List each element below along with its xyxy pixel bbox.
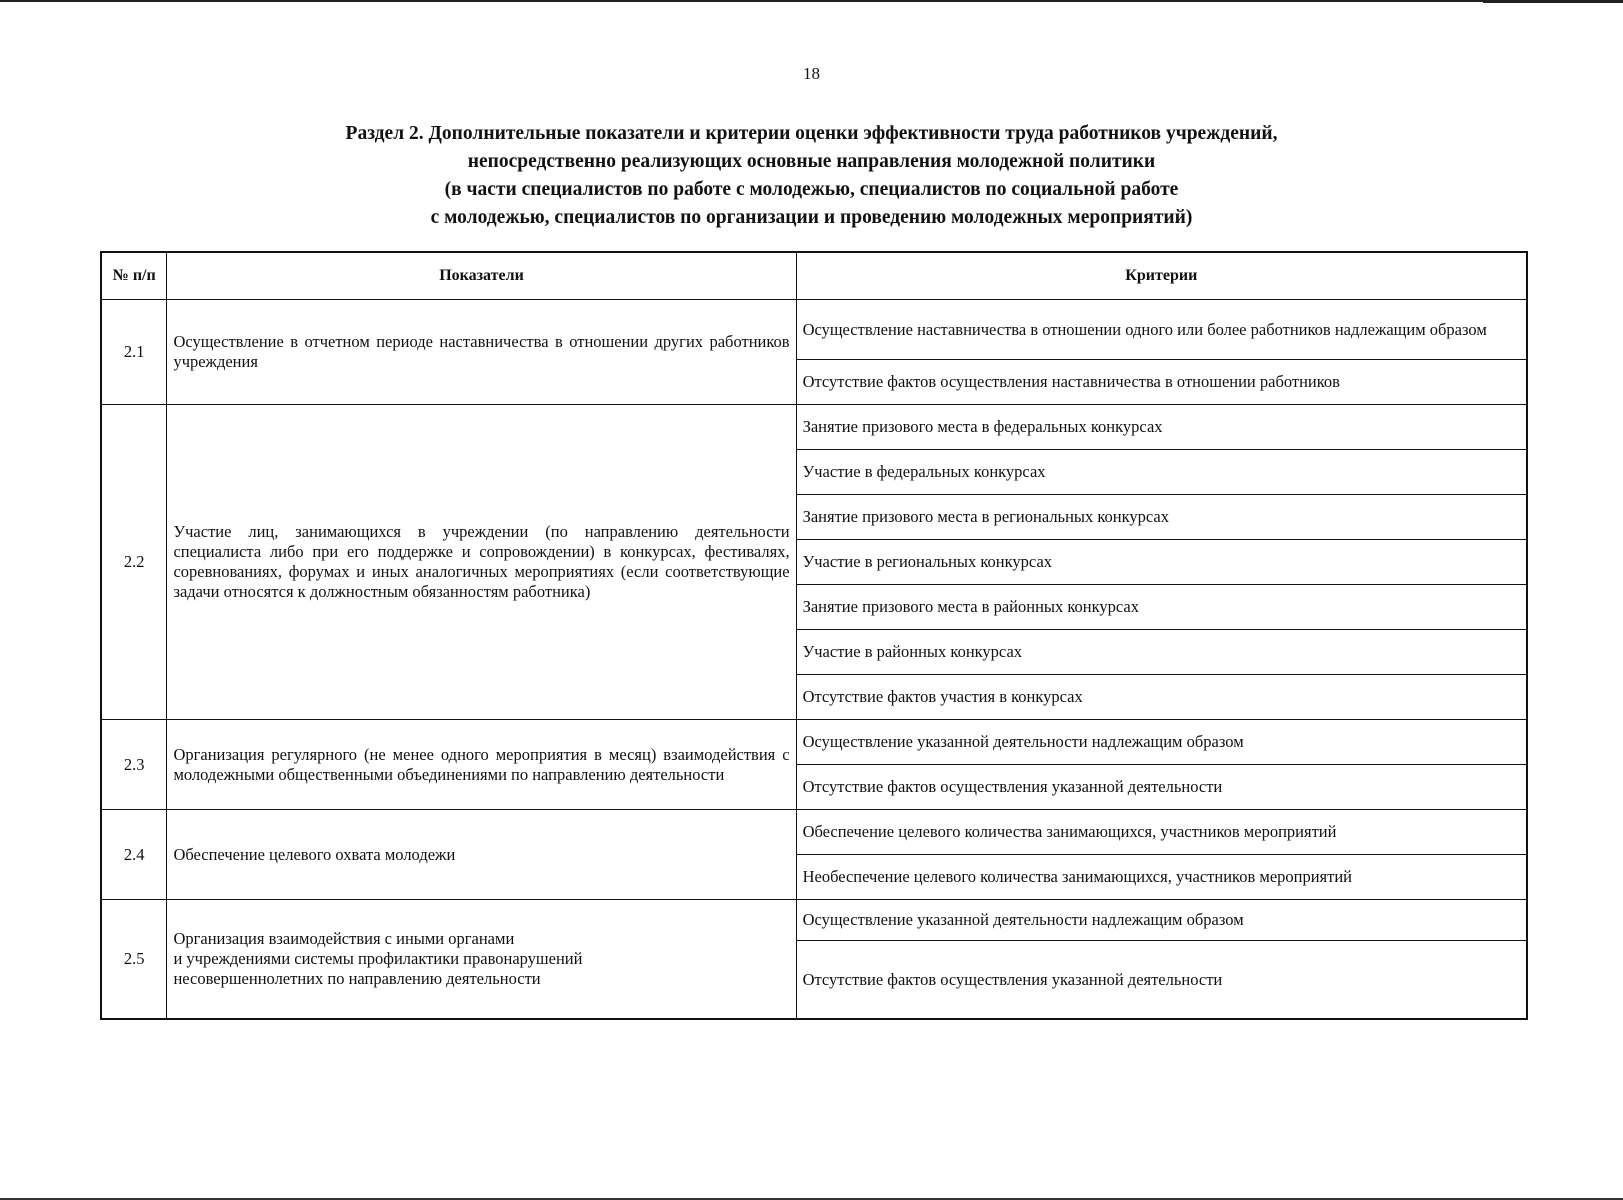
page-number: 18 bbox=[803, 64, 820, 83]
row-criterion: Занятие призового места в районных конкурсах bbox=[796, 585, 1527, 630]
row-indicator-line: и учреждениями системы профилактики правонарушений bbox=[173, 949, 583, 968]
row-criterion: Осуществление указанной деятельности надлежащим образом bbox=[796, 720, 1527, 765]
row-number: 2.5 bbox=[101, 900, 167, 1020]
row-criterion: Участие в региональных конкурсах bbox=[796, 540, 1527, 585]
scan-edge-top bbox=[0, 0, 1623, 2]
row-indicator: Осуществление в отчетном периоде наставничества в отношении других работников учреждения bbox=[167, 300, 796, 405]
row-criterion: Отсутствие фактов участия в конкурсах bbox=[796, 675, 1527, 720]
table-row bbox=[101, 405, 1527, 450]
section-title bbox=[0, 120, 1623, 232]
row-criterion: Участие в районных конкурсах bbox=[796, 630, 1527, 675]
header-number: № п/п bbox=[101, 252, 167, 300]
table-row bbox=[101, 900, 1527, 941]
title-line: (в части специалистов по работе с молодежью, специалистов по социальной работе bbox=[444, 179, 1179, 200]
criteria-table bbox=[100, 251, 1528, 1020]
header-criteria: Критерии bbox=[796, 252, 1527, 300]
scan-edge-top-right bbox=[1483, 0, 1623, 3]
row-criterion: Обеспечение целевого количества занимающихся, участников мероприятий bbox=[796, 810, 1527, 855]
row-indicator-line: Организация взаимодействия с иными органами bbox=[173, 929, 515, 948]
row-criterion: Осуществление указанной деятельности надлежащим образом bbox=[796, 900, 1527, 941]
row-indicator: Участие лиц, занимающихся в учреждении (по направлению деятельности специалиста либо при его поддержке и сопровождении) в конкурсах, фестивалях, соревнованиях, форумах и иных аналогичных мероприятиях (если соответствующие задачи относятся к должностным обязанностям работника) bbox=[167, 405, 796, 720]
row-criterion: Отсутствие фактов осуществления указанной деятельности bbox=[796, 765, 1527, 810]
row-indicator bbox=[167, 900, 796, 1020]
row-criterion: Занятие призового места в федеральных конкурсах bbox=[796, 405, 1527, 450]
row-number: 2.1 bbox=[101, 300, 167, 405]
title-line: непосредственно реализующих основные направления молодежной политики bbox=[467, 151, 1156, 172]
row-indicator: Организация регулярного (не менее одного мероприятия в месяц) взаимодействия с молодежными общественными объединениями по направлению деятельности bbox=[167, 720, 796, 810]
row-criterion: Отсутствие фактов осуществления наставничества в отношении работников bbox=[796, 360, 1527, 405]
row-indicator: Обеспечение целевого охвата молодежи bbox=[167, 810, 796, 900]
row-criterion: Необеспечение целевого количества занимающихся, участников мероприятий bbox=[796, 855, 1527, 900]
row-criterion: Участие в федеральных конкурсах bbox=[796, 450, 1527, 495]
table-row bbox=[101, 300, 1527, 360]
row-criterion: Занятие призового места в региональных конкурсах bbox=[796, 495, 1527, 540]
table-row bbox=[101, 810, 1527, 855]
table-header-row bbox=[101, 252, 1527, 300]
row-number: 2.4 bbox=[101, 810, 167, 900]
title-line: Раздел 2. Дополнительные показатели и критерии оценки эффективности труда работников учреждений, bbox=[345, 123, 1278, 144]
header-indicators: Показатели bbox=[167, 252, 796, 300]
title-line: с молодежью, специалистов по организации и проведению молодежных мероприятий) bbox=[430, 207, 1193, 228]
row-number: 2.2 bbox=[101, 405, 167, 720]
row-criterion: Отсутствие фактов осуществления указанной деятельности bbox=[796, 941, 1527, 1020]
row-number: 2.3 bbox=[101, 720, 167, 810]
row-indicator-line: несовершеннолетних по направлению деятельности bbox=[173, 969, 541, 988]
row-criterion: Осуществление наставничества в отношении одного или более работников надлежащим образом bbox=[796, 300, 1527, 360]
table-row bbox=[101, 720, 1527, 765]
